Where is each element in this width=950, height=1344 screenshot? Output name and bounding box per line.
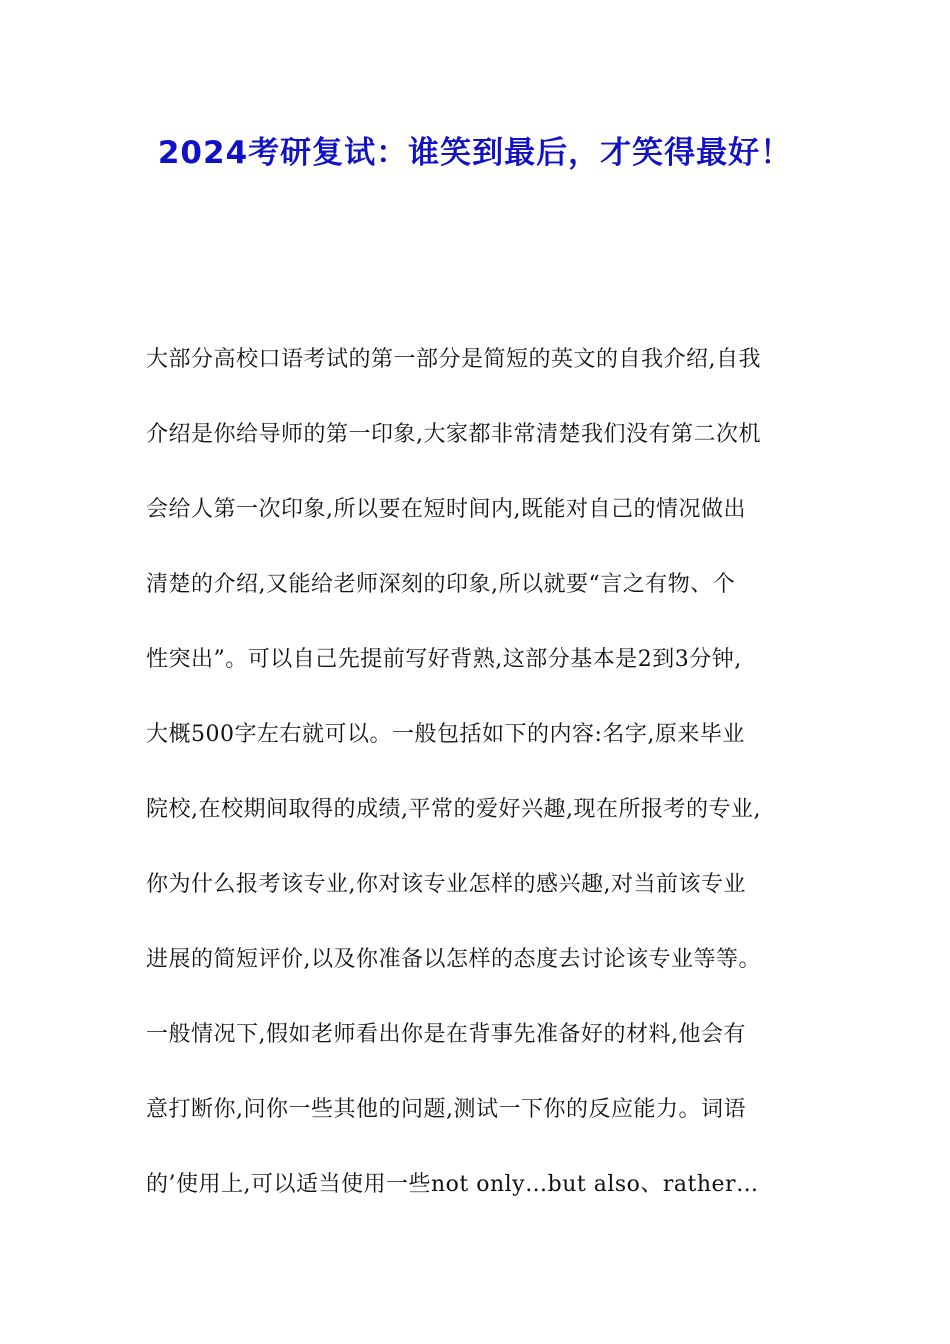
body-line-4: 清楚的介绍,又能给老师深刻的印象,所以就要“言之有物、个 [146,572,736,597]
body-line-2: 介绍是你给导师的第一印象,大家都非常清楚我们没有第二次机 [146,422,761,447]
body-line-10: 一般情况下,假如老师看出你是在背事先准备好的材料,他会有 [146,1022,746,1047]
body-line-11: 意打断你,问你一些其他的问题,测试一下你的反应能力。词语 [146,1097,746,1122]
body-line-3: 会给人第一次印象,所以要在短时间内,既能对自己的情况做出 [146,497,746,522]
body-line-5: 性突出”。可以自己先提前写好背熟,这部分基本是2到3分钟, [146,647,742,672]
document-title: 2024考研复试：谁笑到最后，才笑得最好！ [157,135,793,171]
body-line-8: 你为什么报考该专业,你对该专业怎样的感兴趣,对当前该专业 [146,872,746,897]
body-line-12: 的’使用上,可以适当使用一些not only…but also、rather… [146,1172,759,1197]
body-line-6: 大概500字左右就可以。一般包括如下的内容:名字,原来毕业 [146,722,745,747]
body-line-7: 院校,在校期间取得的成绩,平常的爱好兴趣,现在所报考的专业, [146,797,761,822]
document-body [146,338,826,1238]
body-line-9: 进展的简短评价,以及你准备以怎样的态度去讨论该专业等等。 [146,947,761,972]
body-line-1: 大部分高校口语考试的第一部分是简短的英文的自我介绍,自我 [146,347,761,372]
